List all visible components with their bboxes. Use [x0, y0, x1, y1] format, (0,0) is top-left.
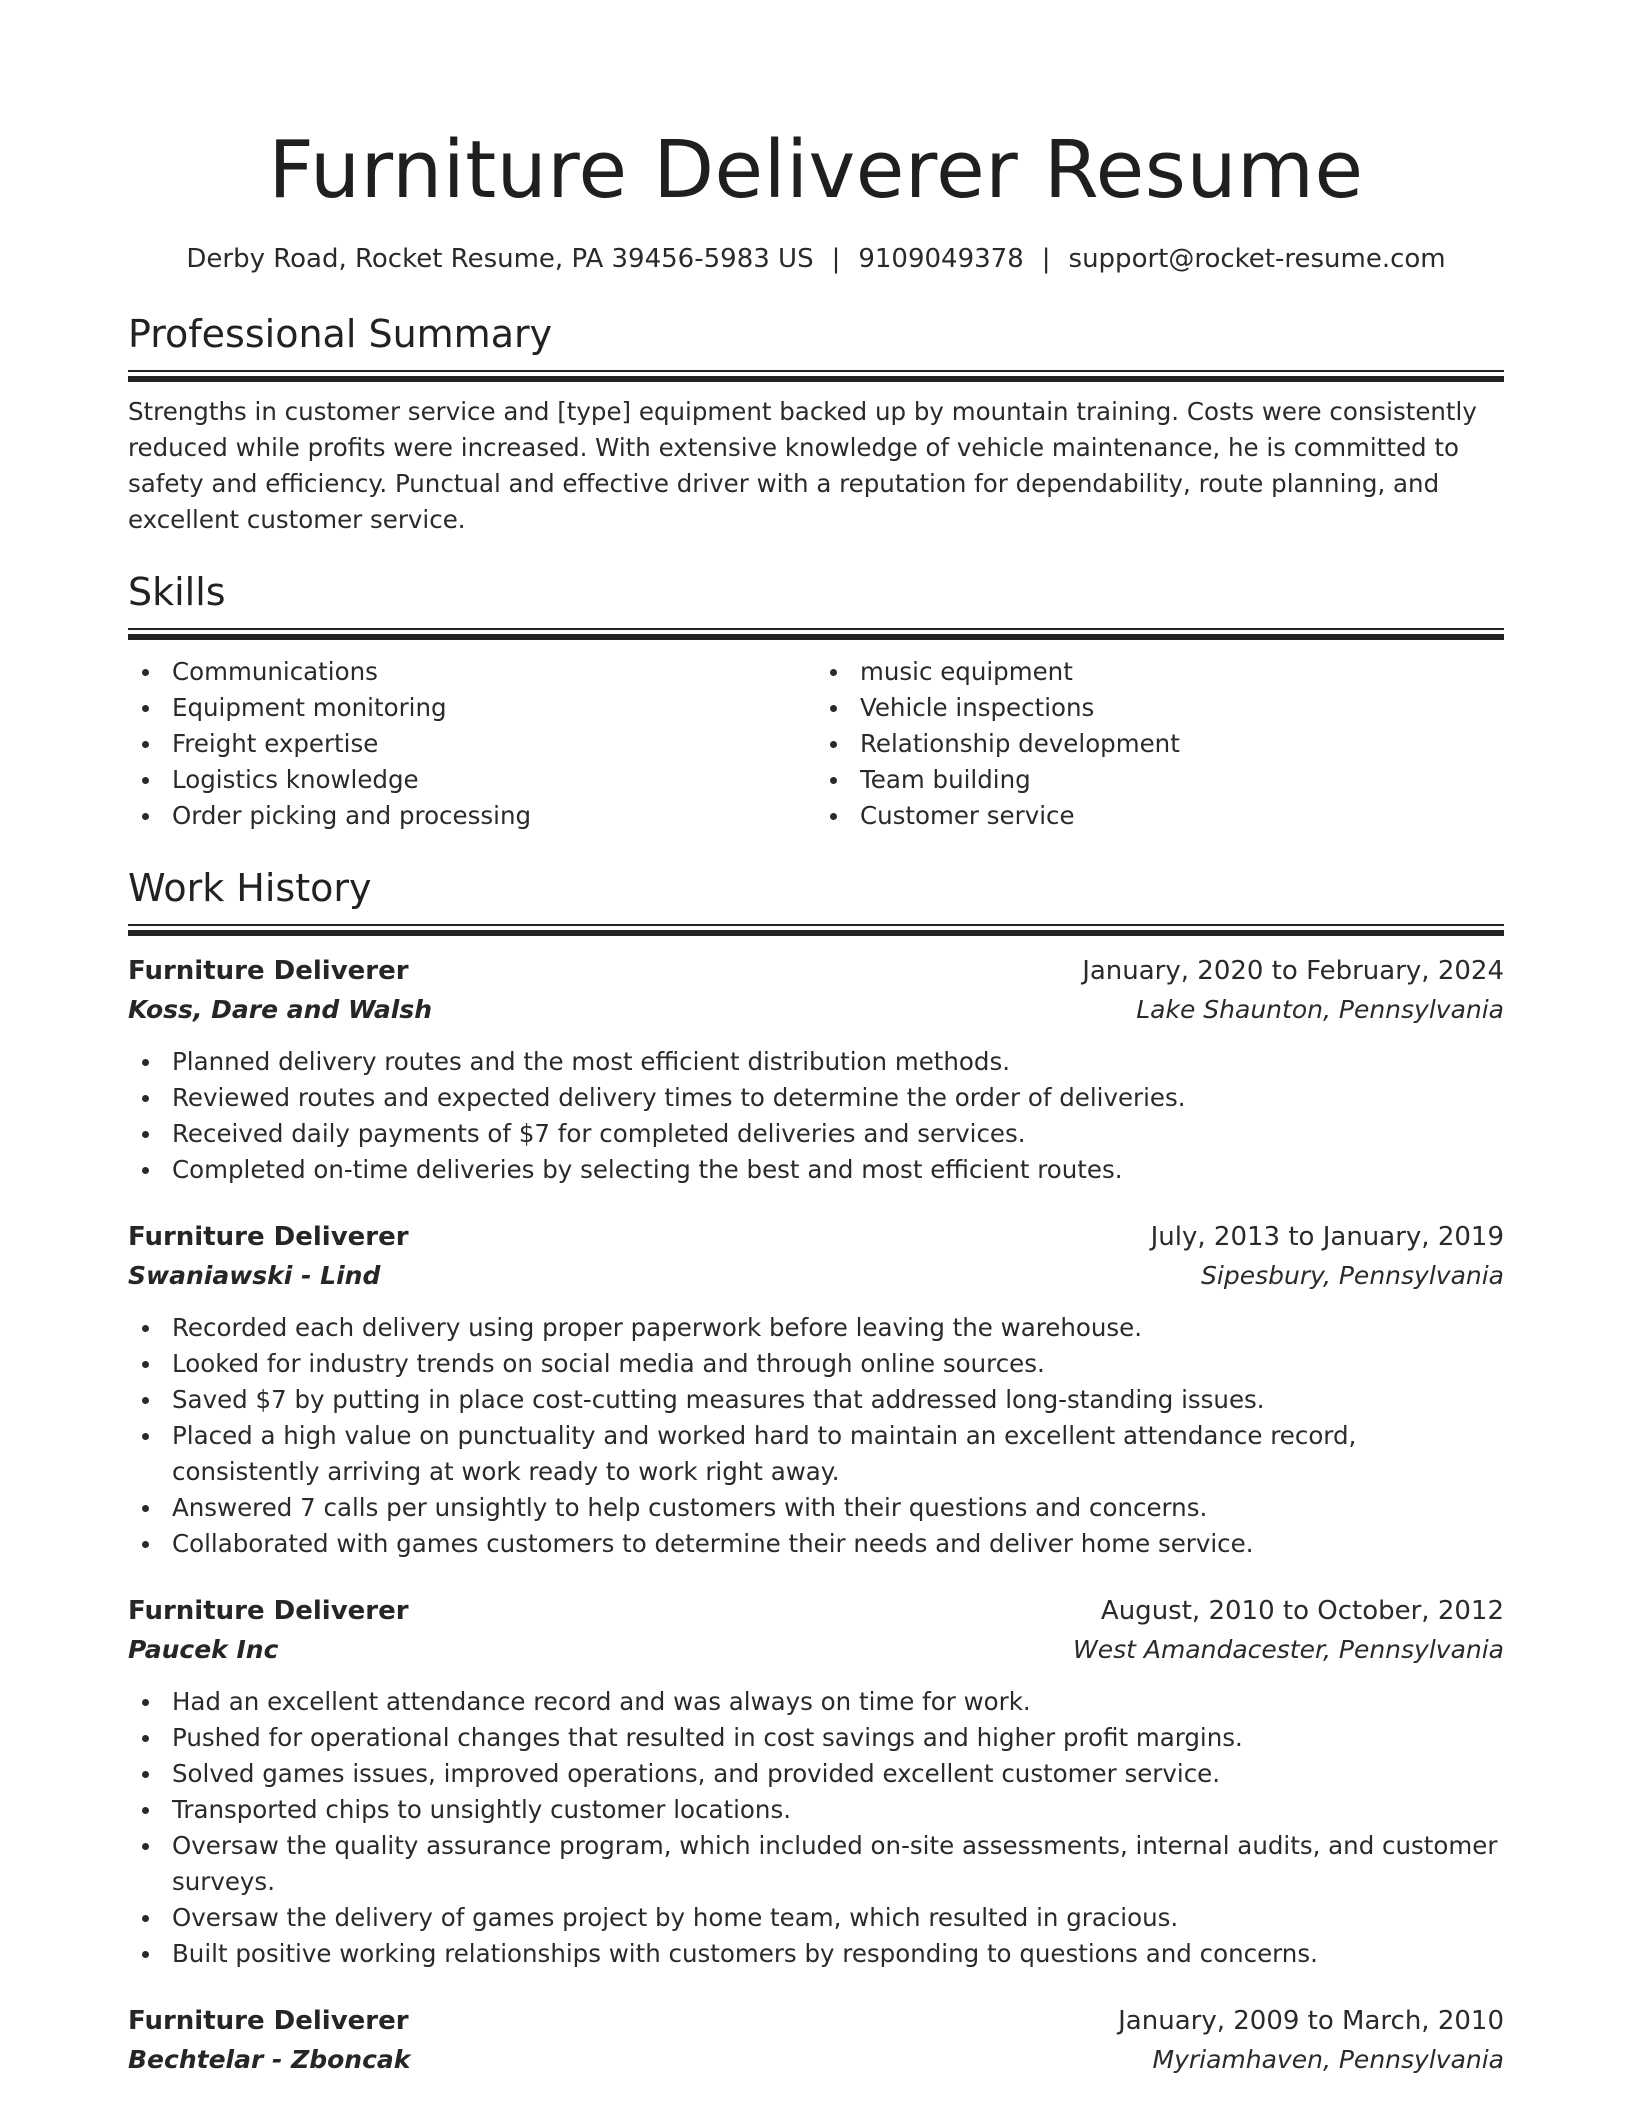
job-header: [128, 1592, 1504, 1630]
work-history-section: [128, 864, 1504, 2078]
section-divider: [128, 370, 1504, 382]
skill-item: Freight expertise: [128, 726, 816, 762]
section-divider: [128, 628, 1504, 640]
job-location: Myriamhaven, Pennsylvania: [1152, 2045, 1504, 2074]
job-entry: [128, 952, 1504, 1188]
skill-item: Vehicle inspections: [816, 690, 1504, 726]
job-entry: [128, 2002, 1504, 2078]
contact-phone: 9109049378: [858, 244, 1024, 274]
job-bullets: [128, 1684, 1504, 1972]
job-bullet: Pushed for operational changes that resulted in cost savings and higher profit margins.: [128, 1720, 1504, 1756]
job-bullet: Saved $7 by putting in place cost-cutting measures that addressed long-standing issues.: [128, 1382, 1504, 1418]
job-dates: August, 2010 to October, 2012: [1100, 1596, 1504, 1626]
job-bullet: Oversaw the quality assurance program, which included on-site assessments, internal audits, and customer surveys.: [128, 1828, 1504, 1900]
skills-section: [128, 568, 1504, 834]
skill-item: Customer service: [816, 798, 1504, 834]
section-divider: [128, 924, 1504, 936]
summary-section: [128, 310, 1504, 538]
job-dates: January, 2020 to February, 2024: [1082, 956, 1504, 986]
job-company: Swaniawski - Lind: [128, 1261, 381, 1290]
job-company: Koss, Dare and Walsh: [128, 995, 433, 1024]
skill-item: Team building: [816, 762, 1504, 798]
contact-separator: |: [831, 244, 841, 274]
job-title: Furniture Deliverer: [128, 956, 409, 986]
job-bullet: Received daily payments of $7 for completed deliveries and services.: [128, 1116, 1504, 1152]
job-subheader: [128, 1632, 1504, 1668]
summary-text: Strengths in customer service and [type] equipment backed up by mountain training. Costs were consistently reduced while profits were increased. With extensive knowledge of vehicle maintenance, he is committed to safety and efficiency. Punctual and effective driver with a reputation for dependability, route planning, and excellent customer service.: [128, 397, 1477, 534]
section-heading-summary: Professional Summary: [128, 312, 553, 356]
skill-item: Relationship development: [816, 726, 1504, 762]
contact-email: support@rocket-resume.com: [1068, 244, 1446, 274]
job-bullet: Oversaw the delivery of games project by home team, which resulted in gracious.: [128, 1900, 1504, 1936]
skill-item: Logistics knowledge: [128, 762, 816, 798]
contact-line: [128, 242, 1504, 276]
job-title: Furniture Deliverer: [128, 2006, 409, 2036]
skills-list-right: [816, 654, 1504, 834]
section-heading-skills: Skills: [128, 570, 226, 614]
job-subheader: [128, 1258, 1504, 1294]
job-subheader: [128, 2042, 1504, 2078]
job-header: [128, 952, 1504, 990]
job-location: Sipesbury, Pennsylvania: [1201, 1261, 1504, 1290]
job-bullet: Recorded each delivery using proper paperwork before leaving the warehouse.: [128, 1310, 1504, 1346]
job-subheader: [128, 992, 1504, 1028]
skill-item: music equipment: [816, 654, 1504, 690]
resume-title: Furniture Deliverer Resume: [268, 124, 1364, 216]
job-bullet: Answered 7 calls per unsightly to help customers with their questions and concerns.: [128, 1490, 1504, 1526]
job-location: West Amandacester, Pennsylvania: [1072, 1635, 1504, 1664]
contact-address: Derby Road, Rocket Resume, PA 39456-5983 US: [186, 244, 814, 274]
section-heading-work-history: Work History: [128, 866, 372, 910]
job-dates: January, 2009 to March, 2010: [1118, 2006, 1504, 2036]
skill-item: Order picking and processing: [128, 798, 816, 834]
job-bullet: Solved games issues, improved operations, and provided excellent customer service.: [128, 1756, 1504, 1792]
job-header: [128, 1218, 1504, 1256]
job-bullet: Placed a high value on punctuality and worked hard to maintain an excellent attendance record, consistently arriving at work ready to work right away.: [128, 1418, 1504, 1490]
job-title: Furniture Deliverer: [128, 1596, 409, 1626]
job-bullet: Planned delivery routes and the most efficient distribution methods.: [128, 1044, 1504, 1080]
job-company: Bechtelar - Zboncak: [128, 2045, 411, 2074]
job-location: Lake Shaunton, Pennsylvania: [1136, 995, 1504, 1024]
job-bullet: Reviewed routes and expected delivery times to determine the order of deliveries.: [128, 1080, 1504, 1116]
contact-separator: |: [1041, 244, 1051, 274]
job-bullet: Completed on-time deliveries by selecting the best and most efficient routes.: [128, 1152, 1504, 1188]
job-title: Furniture Deliverer: [128, 1222, 409, 1252]
skills-list-left: [128, 654, 816, 834]
job-bullet: Built positive working relationships with customers by responding to questions and concerns.: [128, 1936, 1504, 1972]
job-header: [128, 2002, 1504, 2040]
skill-item: Equipment monitoring: [128, 690, 816, 726]
job-bullet: Transported chips to unsightly customer locations.: [128, 1792, 1504, 1828]
job-bullet: Had an excellent attendance record and was always on time for work.: [128, 1684, 1504, 1720]
job-entry: [128, 1218, 1504, 1562]
job-bullets: [128, 1044, 1504, 1188]
job-bullets: [128, 1310, 1504, 1562]
job-company: Paucek Inc: [128, 1635, 279, 1664]
skill-item: Communications: [128, 654, 816, 690]
job-entry: [128, 1592, 1504, 1972]
skills-columns: [128, 654, 1504, 834]
job-bullet: Looked for industry trends on social media and through online sources.: [128, 1346, 1504, 1382]
job-dates: July, 2013 to January, 2019: [1150, 1222, 1504, 1252]
job-bullet: Collaborated with games customers to determine their needs and deliver home service.: [128, 1526, 1504, 1562]
